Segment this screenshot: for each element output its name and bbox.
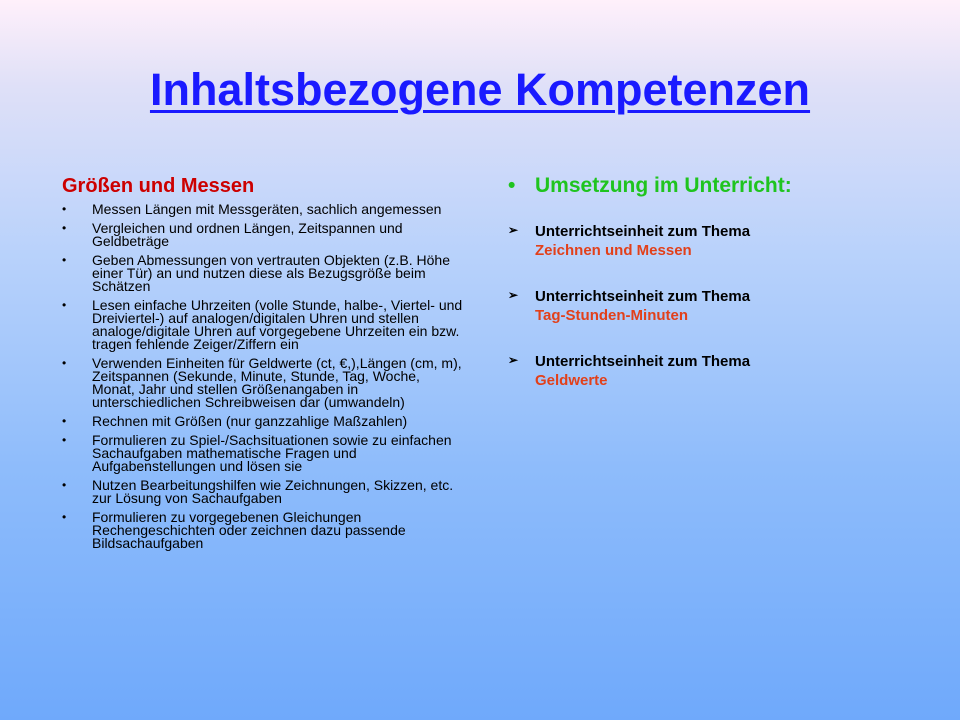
- arrow-bullet-icon: ➢: [508, 223, 519, 237]
- right-heading-text: Umsetzung im Unterricht:: [535, 174, 792, 197]
- bullet-icon: •: [62, 433, 67, 447]
- bullet-icon: •: [62, 221, 67, 235]
- slide-title: Inhaltsbezogene Kompetenzen: [149, 64, 811, 115]
- list-item: [62, 254, 464, 293]
- list-item: [62, 222, 464, 248]
- left-heading: Größen und Messen: [62, 175, 255, 197]
- unit-label: Unterrichtseinheit zum Thema: [535, 223, 751, 240]
- list-item-text: Messen Längen mit Messgeräten, sachlich angemessen: [92, 201, 442, 217]
- arrow-bullet-icon: ➢: [508, 353, 519, 367]
- list-item-text: Formulieren zu vorgegebenen Gleichungen Rechengeschichten oder zeichnen dazu passende Bildsachaufgaben: [92, 509, 406, 551]
- list-item-text: Vergleichen und ordnen Längen, Zeitspannen und Geldbeträge: [92, 220, 403, 249]
- unit-topic: Tag-Stunden-Minuten: [535, 307, 689, 324]
- bullet-icon: •: [62, 478, 67, 492]
- right-column: [508, 170, 928, 417]
- list-item: [62, 479, 464, 505]
- list-item: [62, 299, 464, 351]
- bullet-icon: •: [62, 253, 67, 267]
- unit-label: Unterrichtseinheit zum Thema: [535, 353, 751, 370]
- list-item-text: Formulieren zu Spiel-/Sachsituationen sowie zu einfachen Sachaufgaben mathematische Fragen und Aufgabenstellungen und lösen sie: [92, 432, 452, 474]
- list-item-text: Rechnen mit Größen (nur ganzzahlige Maßzahlen): [92, 413, 408, 429]
- bullet-icon: •: [508, 174, 516, 197]
- list-item: [62, 511, 464, 550]
- list-item-text: Geben Abmessungen von vertrauten Objekten (z.B. Höhe einer Tür) an und nutzen diese als Bezugsgröße beim Schätzen: [92, 252, 450, 294]
- bullet-icon: •: [62, 356, 67, 370]
- teaching-unit: [508, 222, 928, 261]
- list-item-text: Lesen einfache Uhrzeiten (volle Stunde, halbe-, Viertel- und Dreiviertel-) auf analogen/digitalen Uhren und stellen analoge/digitale Uhren auf vorgegebene Uhrzeiten ein bzw. tragen fehlende Zeiger/Ziffern ein: [92, 297, 463, 352]
- right-heading: [508, 170, 928, 202]
- list-item: [62, 357, 464, 409]
- bullet-icon: •: [62, 414, 67, 428]
- teaching-unit: [508, 352, 928, 391]
- list-item-text: Nutzen Bearbeitungshilfen wie Zeichnungen, Skizzen, etc. zur Lösung von Sachaufgaben: [92, 477, 454, 506]
- unit-topic: Zeichnen und Messen: [535, 242, 692, 259]
- bullet-icon: •: [62, 202, 67, 216]
- unit-label: Unterrichtseinheit zum Thema: [535, 288, 751, 305]
- arrow-bullet-icon: ➢: [508, 288, 519, 302]
- bullet-icon: •: [62, 298, 67, 312]
- competence-list: [62, 203, 464, 550]
- left-column: [62, 172, 464, 556]
- bullet-icon: •: [62, 510, 67, 524]
- list-item: [62, 203, 464, 216]
- list-item: [62, 415, 464, 428]
- list-item-text: Verwenden Einheiten für Geldwerte (ct, €,),Längen (cm, m), Zeitspannen (Sekunde, Minute, Stunde, Tag, Woche, Monat, Jahr und stellen Größenangaben in unterschiedlichen Schreibweisen dar (umwandeln): [92, 355, 462, 410]
- teaching-unit: [508, 287, 928, 326]
- list-item: [62, 434, 464, 473]
- unit-topic: Geldwerte: [535, 372, 608, 389]
